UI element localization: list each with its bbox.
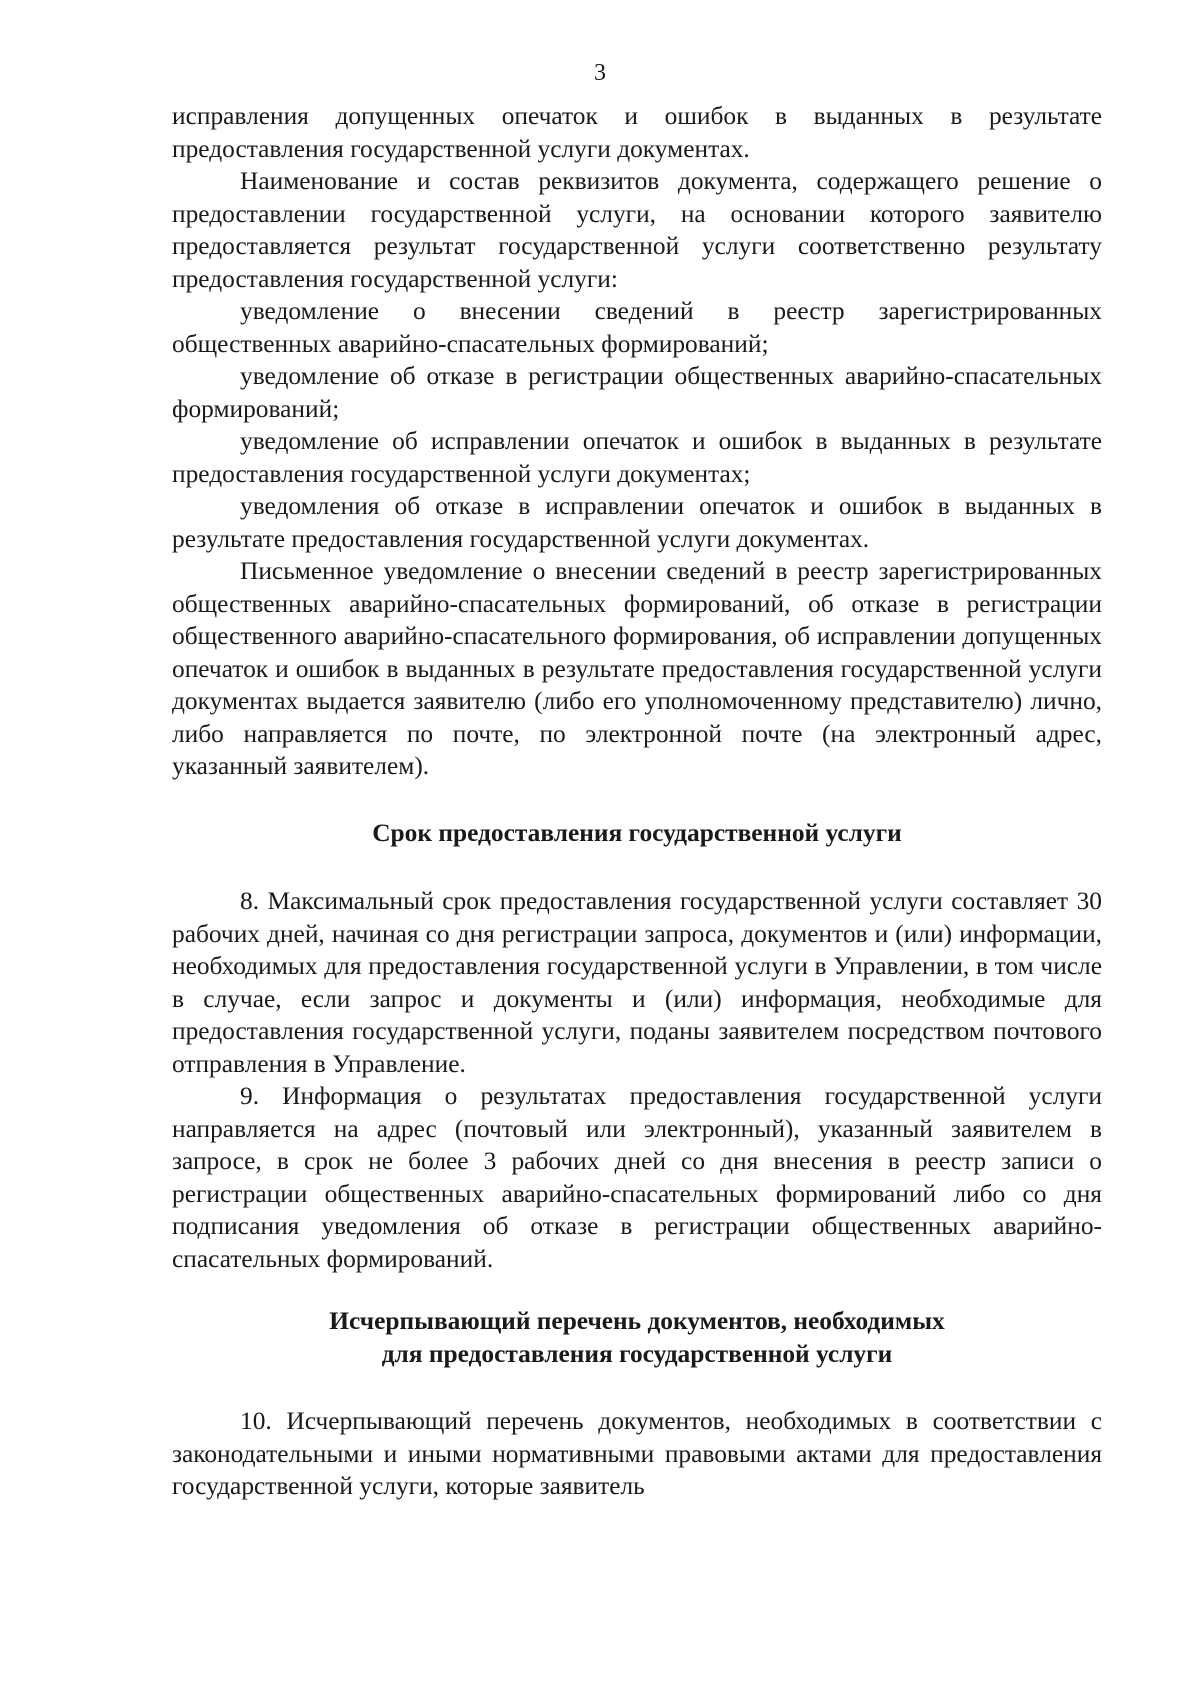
paragraph-item-8: 8. Максимальный срок предоставления государственной услуги составляет 30 рабочих дней, начиная со дня регистрации запроса, документов и (или) информации, необходимых для предоставления государственной услуги в Управлении, в том числе в случае, если запрос и документы и (или) информация, необходимые для предоставления государственной услуги, поданы заявителем посредством почтового отправления в Управление. <box>172 887 1102 1078</box>
list-item: уведомление о внесении сведений в реестр зарегистрированных общественных аварийно-спасательных формирований; <box>172 297 1102 358</box>
list-item: уведомления об отказе в исправлении опечаток и ошибок в выданных в результате предоставления государственной услуги документах. <box>172 492 1102 553</box>
paragraph: Письменное уведомление о внесении сведений в реестр зарегистрированных общественных аварийно-спасательных формирований, об отказе в регистрации общественного аварийно-спасательного формирования, об исправлении допущенных опечаток и ошибок в выданных в результате предоставления государственной услуги документах выдается заявителю (либо его уполномоченному представителю) лично, либо направляется по почте, по электронной почте (на электронный адрес, указанный заявителем). <box>172 557 1102 780</box>
page-number: 3 <box>594 60 606 86</box>
section-heading-line: Исчерпывающий перечень документов, необходимых <box>329 1307 945 1335</box>
document-body <box>172 100 1102 1503</box>
section-heading-line: для предоставления государственной услуги <box>381 1339 893 1368</box>
list-item: уведомление об исправлении опечаток и ошибок в выданных в результате предоставления государственной услуги документах; <box>172 427 1102 488</box>
paragraph-item-10: 10. Исчерпывающий перечень документов, необходимых в соответствии с законодательными и иными нормативными правовыми актами для предоставления государственной услуги, которые заявитель <box>172 1407 1102 1500</box>
list-item: уведомление об отказе в регистрации общественных аварийно-спасательных формирований; <box>172 362 1102 423</box>
paragraph: Наименование и состав реквизитов документа, содержащего решение о предоставлении государственной услуги, на основании которого заявителю предоставляется результат государственной услуги соответственно результату предоставления государственной услуги: <box>172 167 1102 293</box>
section-heading-documents <box>172 1305 1102 1370</box>
paragraph-item-9: 9. Информация о результатах предоставления государственной услуги направляется на адрес (почтовый или электронный), указанный заявителем в запросе, в срок не более 3 рабочих дней со дня внесения в реестр записи о регистрации общественных аварийно-спасательных формирований либо со дня подписания уведомления об отказе в регистрации общественных аварийно-спасательных формирований. <box>172 1082 1102 1273</box>
section-heading-term: Срок предоставления государственной услуги <box>372 818 902 847</box>
paragraph: исправления допущенных опечаток и ошибок в выданных в результате предоставления государственной услуги документах. <box>172 102 1102 163</box>
